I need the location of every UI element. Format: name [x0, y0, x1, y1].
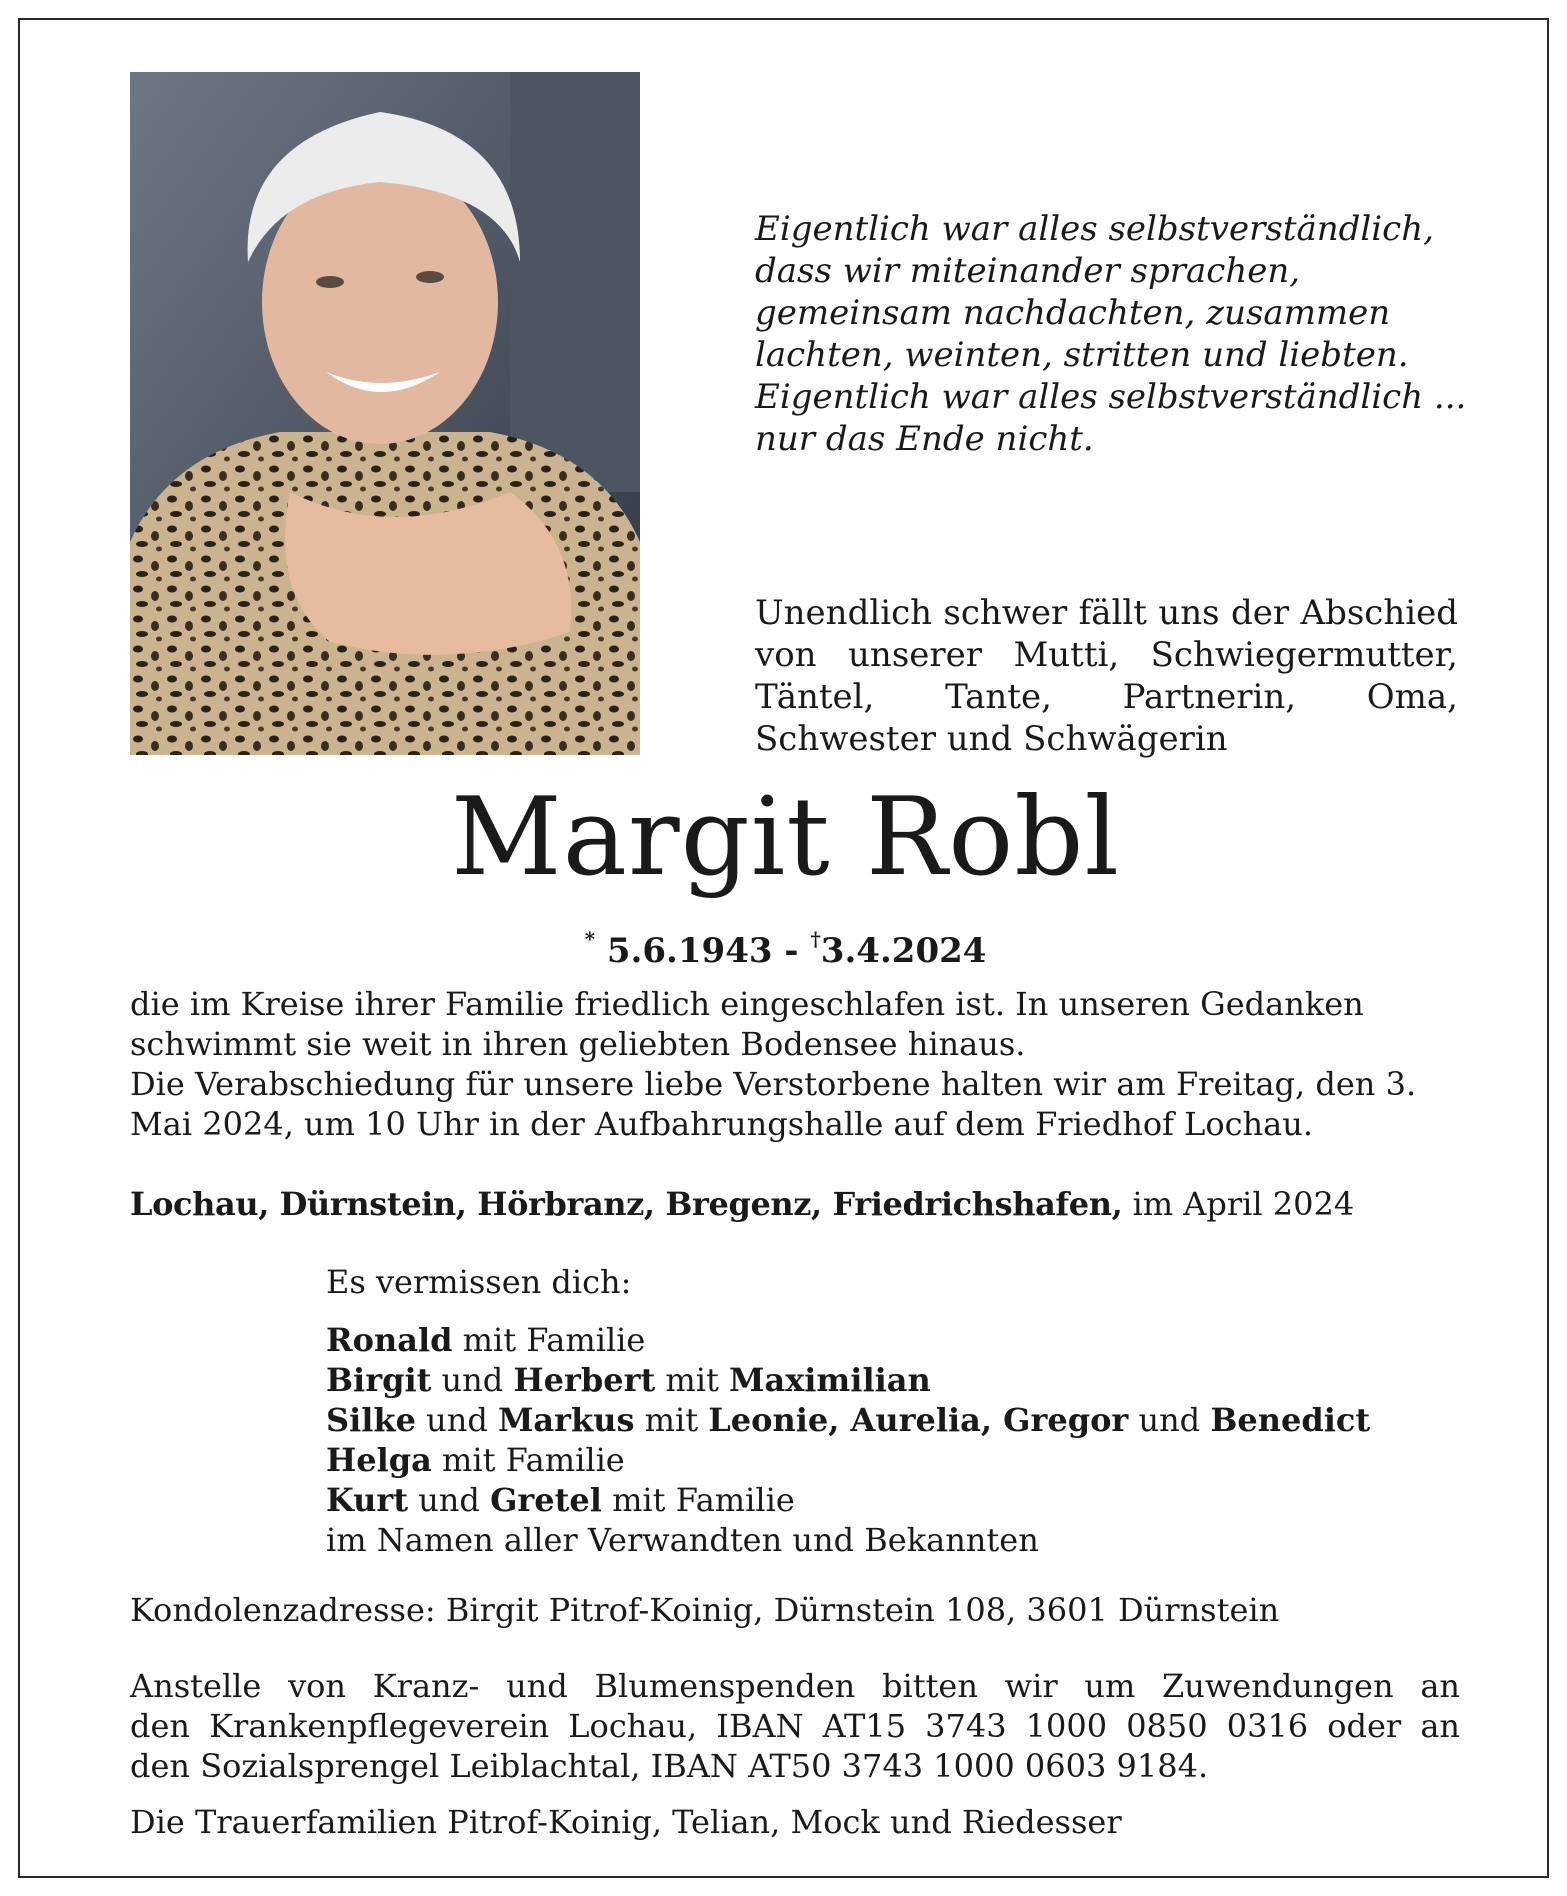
- birth-symbol: *: [584, 927, 596, 951]
- family-member-name: Leonie, Aurelia, Gregor: [708, 1401, 1129, 1439]
- family-member-name: Helga: [326, 1441, 432, 1479]
- family-connector-text: mit: [634, 1401, 709, 1439]
- family-member-row: [326, 1520, 1476, 1560]
- condolence-address: Kondolenzadresse: Birgit Pitrof-Koinig, Dürnstein 108, 3601 Dürnstein: [130, 1591, 1280, 1629]
- family-member-row: [326, 1360, 1476, 1400]
- family-connector-text: mit Familie: [601, 1481, 795, 1519]
- quote-line: gemeinsam nachdachten, zusammen: [755, 293, 1391, 333]
- memorial-quote: [755, 208, 1495, 460]
- family-label: Es vermissen dich:: [326, 1263, 632, 1301]
- obituary-frame: [18, 18, 1549, 1878]
- family-connector-text: und: [431, 1361, 514, 1399]
- family-member-row: [326, 1480, 1476, 1520]
- family-member-name: Benedict: [1210, 1401, 1371, 1439]
- family-member-row: [326, 1400, 1476, 1440]
- family-member-name: Kurt: [326, 1481, 409, 1519]
- body-paragraph-2: Die Verabschiedung für unsere liebe Verstorbene halten wir am Freitag, den 3. Mai 2024, um 10 Uhr in der Aufbahrungshalle auf dem Friedhof Lochau.: [130, 1065, 1417, 1143]
- family-connector-text: mit Familie: [431, 1441, 625, 1479]
- date-separator: -: [784, 931, 799, 971]
- family-connector-text: und: [408, 1481, 491, 1519]
- portrait-image: [130, 72, 640, 755]
- family-member-name: Gretel: [490, 1481, 602, 1519]
- family-list: [326, 1262, 1476, 1560]
- quote-line: lachten, weinten, stritten und liebten.: [755, 335, 1409, 375]
- deceased-name: Margit Robl: [450, 775, 1121, 900]
- family-connector-text: im Namen aller Verwandten und Bekannten: [326, 1521, 1039, 1559]
- donation-note: [130, 1666, 1460, 1786]
- family-member-name: Ronald: [326, 1321, 453, 1359]
- places-towns: Lochau, Dürnstein, Hörbranz, Bregenz, Friedrichshafen,: [130, 1185, 1123, 1223]
- family-rows: [326, 1320, 1476, 1560]
- donation-line: den Sozialsprengel Leiblachtal, IBAN AT50 3743 1000 0603 9184.: [130, 1747, 1209, 1785]
- family-connector-text: und: [1128, 1401, 1211, 1439]
- family-member-name: Silke: [326, 1401, 416, 1439]
- body-paragraph-1: die im Kreise ihrer Familie friedlich eingeschlafen ist. In unseren Gedanken schwimmt sie weit in ihren geliebten Bodensee hinaus.: [130, 985, 1364, 1063]
- quote-line: nur das Ende nicht.: [755, 419, 1094, 459]
- death-date: 3.4.2024: [820, 931, 987, 971]
- family-member-name: Birgit: [326, 1361, 432, 1399]
- family-member-row: [326, 1440, 1476, 1480]
- family-connector-text: und: [415, 1401, 498, 1439]
- family-member-row: [326, 1320, 1476, 1360]
- family-member-name: Maximilian: [729, 1361, 931, 1399]
- death-symbol: †: [810, 927, 821, 951]
- donation-line: den Krankenpflegeverein Lochau, IBAN AT15 3743 1000 0850 0316 oder an: [130, 1707, 1460, 1745]
- life-dates: [20, 918, 1551, 972]
- family-connector-text: mit: [655, 1361, 730, 1399]
- quote-line: Eigentlich war alles selbstverständlich ...: [755, 377, 1467, 417]
- obituary-body: [130, 984, 1460, 1144]
- family-member-name: Herbert: [513, 1361, 656, 1399]
- family-member-name: Markus: [498, 1401, 635, 1439]
- quote-line: dass wir miteinander sprachen,: [755, 251, 1301, 291]
- mourning-families: Die Trauerfamilien Pitrof-Koinig, Telian, Mock und Riedesser: [130, 1803, 1122, 1841]
- family-connector-text: mit Familie: [452, 1321, 646, 1359]
- farewell-intro: Unendlich schwer fällt uns der Abschied von unserer Mutti, Schwiegermutter, Täntel, Tante, Partnerin, Oma, Schwester und Schwägerin: [755, 593, 1458, 759]
- places-date: im April 2024: [1132, 1185, 1355, 1223]
- donation-line: Anstelle von Kranz- und Blumenspenden bitten wir um Zuwendungen an: [130, 1667, 1460, 1705]
- places-line: [130, 1184, 1460, 1224]
- quote-line: Eigentlich war alles selbstverständlich,: [755, 209, 1434, 249]
- birth-date: 5.6.1943: [606, 931, 773, 971]
- portrait-photo: [130, 72, 640, 755]
